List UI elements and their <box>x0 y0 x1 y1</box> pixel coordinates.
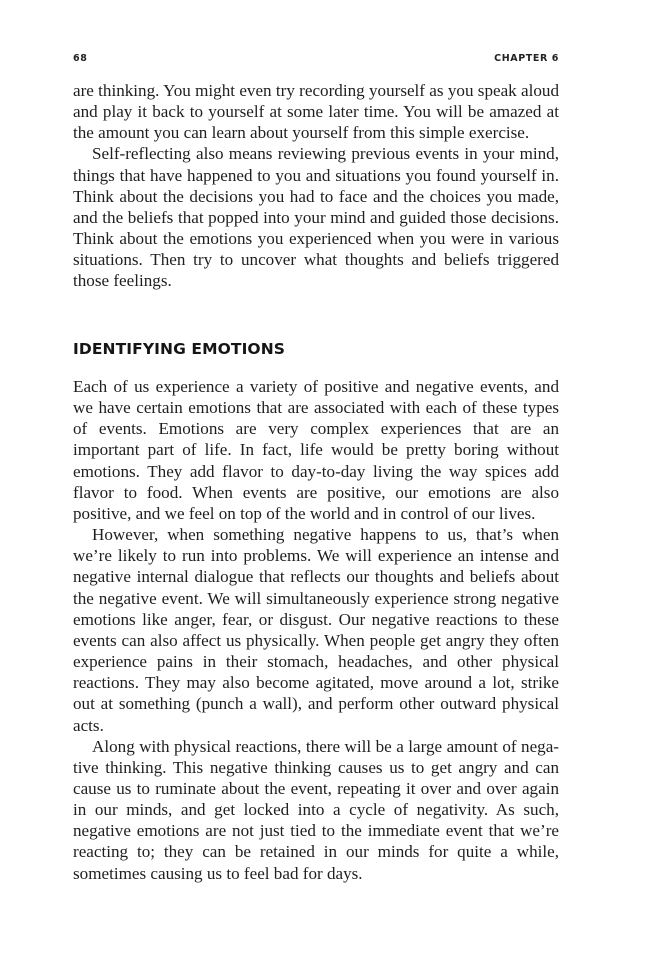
paragraph-self-reflecting: Self-reflecting also means reviewing previous events in your mind, things that have happened to you and situations you found yourself in. Think about the decisions you had to face and the choices you made, and the beliefs that popped into your mind and guided those decisions. Think about the emotions you experienced when you were in various situations. Then try to uncover what thoughts and beliefs triggered those feelings. <box>73 144 559 291</box>
paragraph-negative-events: However, when something negative happens to us, that’s when we’re likely to run into problems. We will experience an intense and negative internal dialogue that reflects our thoughts and beliefs about the negative event. We will simultaneously experience strong negative emotions like anger, fear, or disgust. Our negative reactions to these events can also affect us physically. When people get angry they often experience pains in their stomach, headaches, and other physical reactions. They may also become agitated, move around a lot, strike out at something (punch a wall), and perform other outward physical acts. <box>73 525 559 735</box>
paragraph-emotions-intro: Each of us experience a variety of positive and negative events, and we have certain emotions that are associated with each of these types of events. Emotions are very complex experiences that are an important part of life. In fact, life would be pretty boring without emotions. They add flavor to day-to-day living the way spices add flavor to food. When events are positive, our emotions are also positive, and we feel on top of the world and in control of our lives. <box>73 377 559 523</box>
section-body <box>73 376 559 884</box>
intro-text <box>73 80 559 292</box>
paragraph-continued: are thinking. You might even try recording yourself as you speak aloud and play it back to yourself at some later time. You will be amazed at the amount you can learn about yourself from this simple exercise. <box>73 81 559 143</box>
running-head <box>73 53 559 67</box>
section-heading: IDENTIFYING EMOTIONS <box>73 340 286 358</box>
chapter-label: CHAPTER 6 <box>494 53 559 64</box>
paragraph-physical-reactions: Along with physical reactions, there will be a large amount of negative thinking. This negative thinking causes us to get angry and can cause us to ruminate about the event, repeating it over and over again in our minds, and get locked into a cycle of negativity. As such, negative emotions are not just tied to the immediate event that we’re reacting to; they can be retained in our minds for quite a while, sometimes causing us to feel bad for days. <box>73 736 559 883</box>
page-number: 68 <box>73 53 88 64</box>
